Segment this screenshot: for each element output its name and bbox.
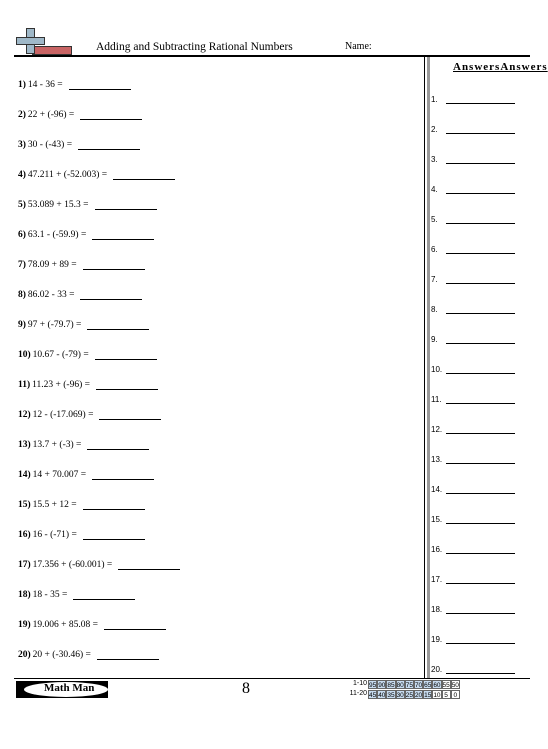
- answer-key-number: 18.: [431, 605, 443, 614]
- problem-item: [18, 284, 142, 300]
- answer-key-number: 16.: [431, 545, 443, 554]
- problem-number: 8): [18, 290, 26, 300]
- answer-key-number: 10.: [431, 365, 443, 374]
- problem-expression: 14 - 36 =: [27, 80, 63, 90]
- score-cell: 60: [433, 682, 441, 689]
- score-cell: 75: [405, 682, 413, 689]
- problem-number: 6): [18, 230, 26, 240]
- answer-blank[interactable]: [78, 149, 140, 150]
- answer-key-number: 15.: [431, 515, 443, 524]
- answer-key-item: [431, 305, 527, 317]
- score-cell: 45: [369, 692, 377, 699]
- problem-item: [18, 194, 157, 210]
- problem-expression: 13.7 + (-3) =: [32, 440, 82, 450]
- brand-label: Math Man: [44, 682, 95, 694]
- answer-key-line[interactable]: [446, 673, 515, 674]
- score-cell: 65: [424, 682, 432, 689]
- problem-expression: 19.006 + 85.08 =: [32, 620, 99, 630]
- problem-item: [18, 464, 154, 480]
- problem-item: [18, 644, 159, 660]
- answer-key-number: 11.: [431, 395, 442, 404]
- answer-key-number: 13.: [431, 455, 443, 464]
- answer-key-number: 3.: [431, 155, 438, 164]
- answer-key-number: 8.: [431, 305, 438, 314]
- problem-number: 1): [18, 80, 26, 90]
- problem-expression: 18 - 35 =: [32, 590, 68, 600]
- name-label: Name:: [345, 41, 372, 52]
- answer-blank[interactable]: [97, 659, 159, 660]
- problem-expression: 10.67 - (-79) =: [32, 350, 89, 360]
- answer-key-number: 12.: [431, 425, 443, 434]
- score-cell: 0: [451, 690, 460, 699]
- answer-key-line[interactable]: [446, 193, 515, 194]
- problem-expression: 16 - (-71) =: [32, 530, 77, 540]
- answer-key-number: 17.: [431, 575, 443, 584]
- problem-number: 20): [18, 650, 31, 660]
- score-cell: 80: [396, 682, 404, 689]
- problem-number: 11): [18, 380, 31, 390]
- score-cell: 35: [387, 692, 395, 699]
- answer-key-item: [431, 545, 527, 557]
- problem-expression: 22 + (-96) =: [27, 110, 75, 120]
- column-divider-shadow: [427, 57, 430, 678]
- problem-number: 16): [18, 530, 31, 540]
- problem-number: 17): [18, 560, 31, 570]
- answer-key-number: 9.: [431, 335, 438, 344]
- answer-key-number: 19.: [431, 635, 443, 644]
- answer-key-number: 2.: [431, 125, 438, 134]
- answer-key-item: [431, 635, 527, 647]
- answer-key-number: 14.: [431, 485, 443, 494]
- answer-key-line[interactable]: [446, 463, 515, 464]
- problem-item: [18, 374, 158, 390]
- answer-key-item: [431, 365, 527, 377]
- answer-key-number: 1.: [431, 95, 438, 104]
- answer-key-item: [431, 575, 527, 587]
- problem-item: [18, 134, 140, 150]
- answer-key-line[interactable]: [446, 403, 515, 404]
- answer-key-line[interactable]: [446, 433, 515, 434]
- answer-blank[interactable]: [80, 119, 142, 120]
- problem-expression: 20 + (-30.46) =: [32, 650, 91, 660]
- answer-key-item: [431, 605, 527, 617]
- score-cell: 70: [414, 682, 423, 689]
- problem-number: 9): [18, 320, 26, 330]
- score-cell: 15: [424, 692, 432, 699]
- problem-number: 5): [18, 200, 26, 210]
- answer-blank[interactable]: [80, 299, 142, 300]
- answer-key-number: 5.: [431, 215, 438, 224]
- problem-number: 3): [18, 140, 26, 150]
- answer-blank[interactable]: [95, 359, 157, 360]
- plus-logo-icon: [14, 28, 60, 56]
- answer-key-item: [431, 245, 527, 257]
- answer-key-item: [431, 485, 527, 497]
- answer-key-item: [431, 155, 527, 167]
- math-man-logo: [16, 681, 108, 698]
- answer-key-line[interactable]: [446, 583, 515, 584]
- problem-item: [18, 104, 142, 120]
- answer-key-line[interactable]: [446, 523, 515, 524]
- problem-expression: 12 - (-17.069) =: [32, 410, 94, 420]
- score-cell: 90: [378, 682, 386, 689]
- header-rule: [14, 55, 530, 57]
- answer-blank[interactable]: [87, 329, 149, 330]
- answer-key-line[interactable]: [446, 643, 515, 644]
- answer-key-item: [431, 455, 527, 467]
- problem-number: 10): [18, 350, 31, 360]
- problem-number: 18): [18, 590, 31, 600]
- score-cell: 50: [451, 682, 459, 689]
- answer-blank[interactable]: [99, 419, 161, 420]
- answer-key-item: [431, 275, 527, 287]
- answer-key-line[interactable]: [446, 223, 515, 224]
- problem-number: 4): [18, 170, 26, 180]
- answer-key-item: [431, 95, 527, 107]
- answer-blank[interactable]: [118, 569, 180, 570]
- answer-blank[interactable]: [73, 599, 135, 600]
- answer-blank[interactable]: [92, 239, 154, 240]
- problem-expression: 30 - (-43) =: [27, 140, 73, 150]
- answer-blank[interactable]: [92, 479, 154, 480]
- answer-blank[interactable]: [104, 629, 166, 630]
- answer-key-number: 4.: [431, 185, 438, 194]
- problem-expression: 97 + (-79.7) =: [27, 320, 82, 330]
- score-cell: 95: [369, 682, 377, 689]
- problem-number: 19): [18, 620, 31, 630]
- score-cell: 30: [396, 692, 404, 699]
- answer-blank[interactable]: [113, 179, 175, 180]
- problem-expression: 63.1 - (-59.9) =: [27, 230, 87, 240]
- score-cell: 25: [405, 692, 413, 699]
- problem-expression: 47.211 + (-52.003) =: [27, 170, 108, 180]
- problem-item: [18, 254, 145, 270]
- answer-blank[interactable]: [83, 509, 145, 510]
- problem-expression: 78.09 + 89 =: [27, 260, 77, 270]
- answers-title: AnswersAnswers: [453, 61, 548, 73]
- score-row: [368, 680, 460, 689]
- problem-expression: 11.23 + (-96) =: [32, 380, 90, 390]
- problem-expression: 17.356 + (-60.001) =: [32, 560, 113, 570]
- answer-key-line[interactable]: [446, 313, 515, 314]
- problem-item: [18, 164, 175, 180]
- problem-item: [18, 434, 149, 450]
- score-cell: 20: [414, 692, 423, 699]
- answer-blank[interactable]: [87, 449, 149, 450]
- problem-number: 13): [18, 440, 31, 450]
- answer-blank[interactable]: [83, 269, 145, 270]
- answer-key-line[interactable]: [446, 133, 515, 134]
- answer-blank[interactable]: [83, 539, 145, 540]
- problem-number: 7): [18, 260, 26, 270]
- answer-key-item: [431, 665, 527, 677]
- answer-key-item: [431, 515, 527, 527]
- score-cell: 55: [442, 682, 450, 689]
- answer-key-line[interactable]: [446, 373, 515, 374]
- problem-number: 14): [18, 470, 31, 480]
- answer-key-number: 7.: [431, 275, 438, 284]
- score-row-label: 11-20: [349, 690, 367, 697]
- page-number: 8: [242, 680, 250, 697]
- problem-number: 15): [18, 500, 31, 510]
- problem-item: [18, 344, 157, 360]
- answer-key-line[interactable]: [446, 103, 515, 104]
- score-row-label: 1-10: [352, 680, 367, 687]
- answer-key-line[interactable]: [446, 613, 515, 614]
- answer-key-line[interactable]: [446, 163, 515, 164]
- answer-blank[interactable]: [69, 89, 131, 90]
- answer-key-item: [431, 125, 527, 137]
- problem-number: 12): [18, 410, 31, 420]
- problem-item: [18, 584, 135, 600]
- answer-key-number: 6.: [431, 245, 438, 254]
- score-cell: 40: [378, 692, 386, 699]
- answer-key-number: 20.: [431, 665, 443, 674]
- answer-blank[interactable]: [95, 209, 157, 210]
- problem-item: [18, 74, 131, 90]
- answer-key-line[interactable]: [446, 343, 515, 344]
- score-cell: 85: [387, 682, 395, 689]
- problem-item: [18, 224, 154, 240]
- answer-key-line[interactable]: [446, 253, 515, 254]
- problem-number: 2): [18, 110, 26, 120]
- answer-key-line[interactable]: [446, 553, 515, 554]
- worksheet-title: Adding and Subtracting Rational Numbers: [96, 41, 293, 53]
- answer-key-line[interactable]: [446, 493, 515, 494]
- problem-expression: 15.5 + 12 =: [32, 500, 77, 510]
- score-row: [368, 690, 460, 699]
- score-cell: 5: [442, 690, 451, 699]
- problem-item: [18, 524, 145, 540]
- answer-key-line[interactable]: [446, 283, 515, 284]
- answer-key-item: [431, 335, 527, 347]
- column-divider: [424, 57, 425, 678]
- problem-expression: 53.089 + 15.3 =: [27, 200, 89, 210]
- answer-key-item: [431, 395, 527, 407]
- score-cell: 10: [433, 692, 441, 699]
- problem-item: [18, 614, 166, 630]
- answer-key-item: [431, 425, 527, 437]
- problem-expression: 14 + 70.007 =: [32, 470, 87, 480]
- problem-item: [18, 404, 161, 420]
- problem-expression: 86.02 - 33 =: [27, 290, 75, 300]
- problem-item: [18, 494, 145, 510]
- answer-key-item: [431, 185, 527, 197]
- footer-rule: [14, 678, 530, 679]
- answer-key-item: [431, 215, 527, 227]
- problem-item: [18, 314, 149, 330]
- problem-item: [18, 554, 180, 570]
- answer-blank[interactable]: [96, 389, 158, 390]
